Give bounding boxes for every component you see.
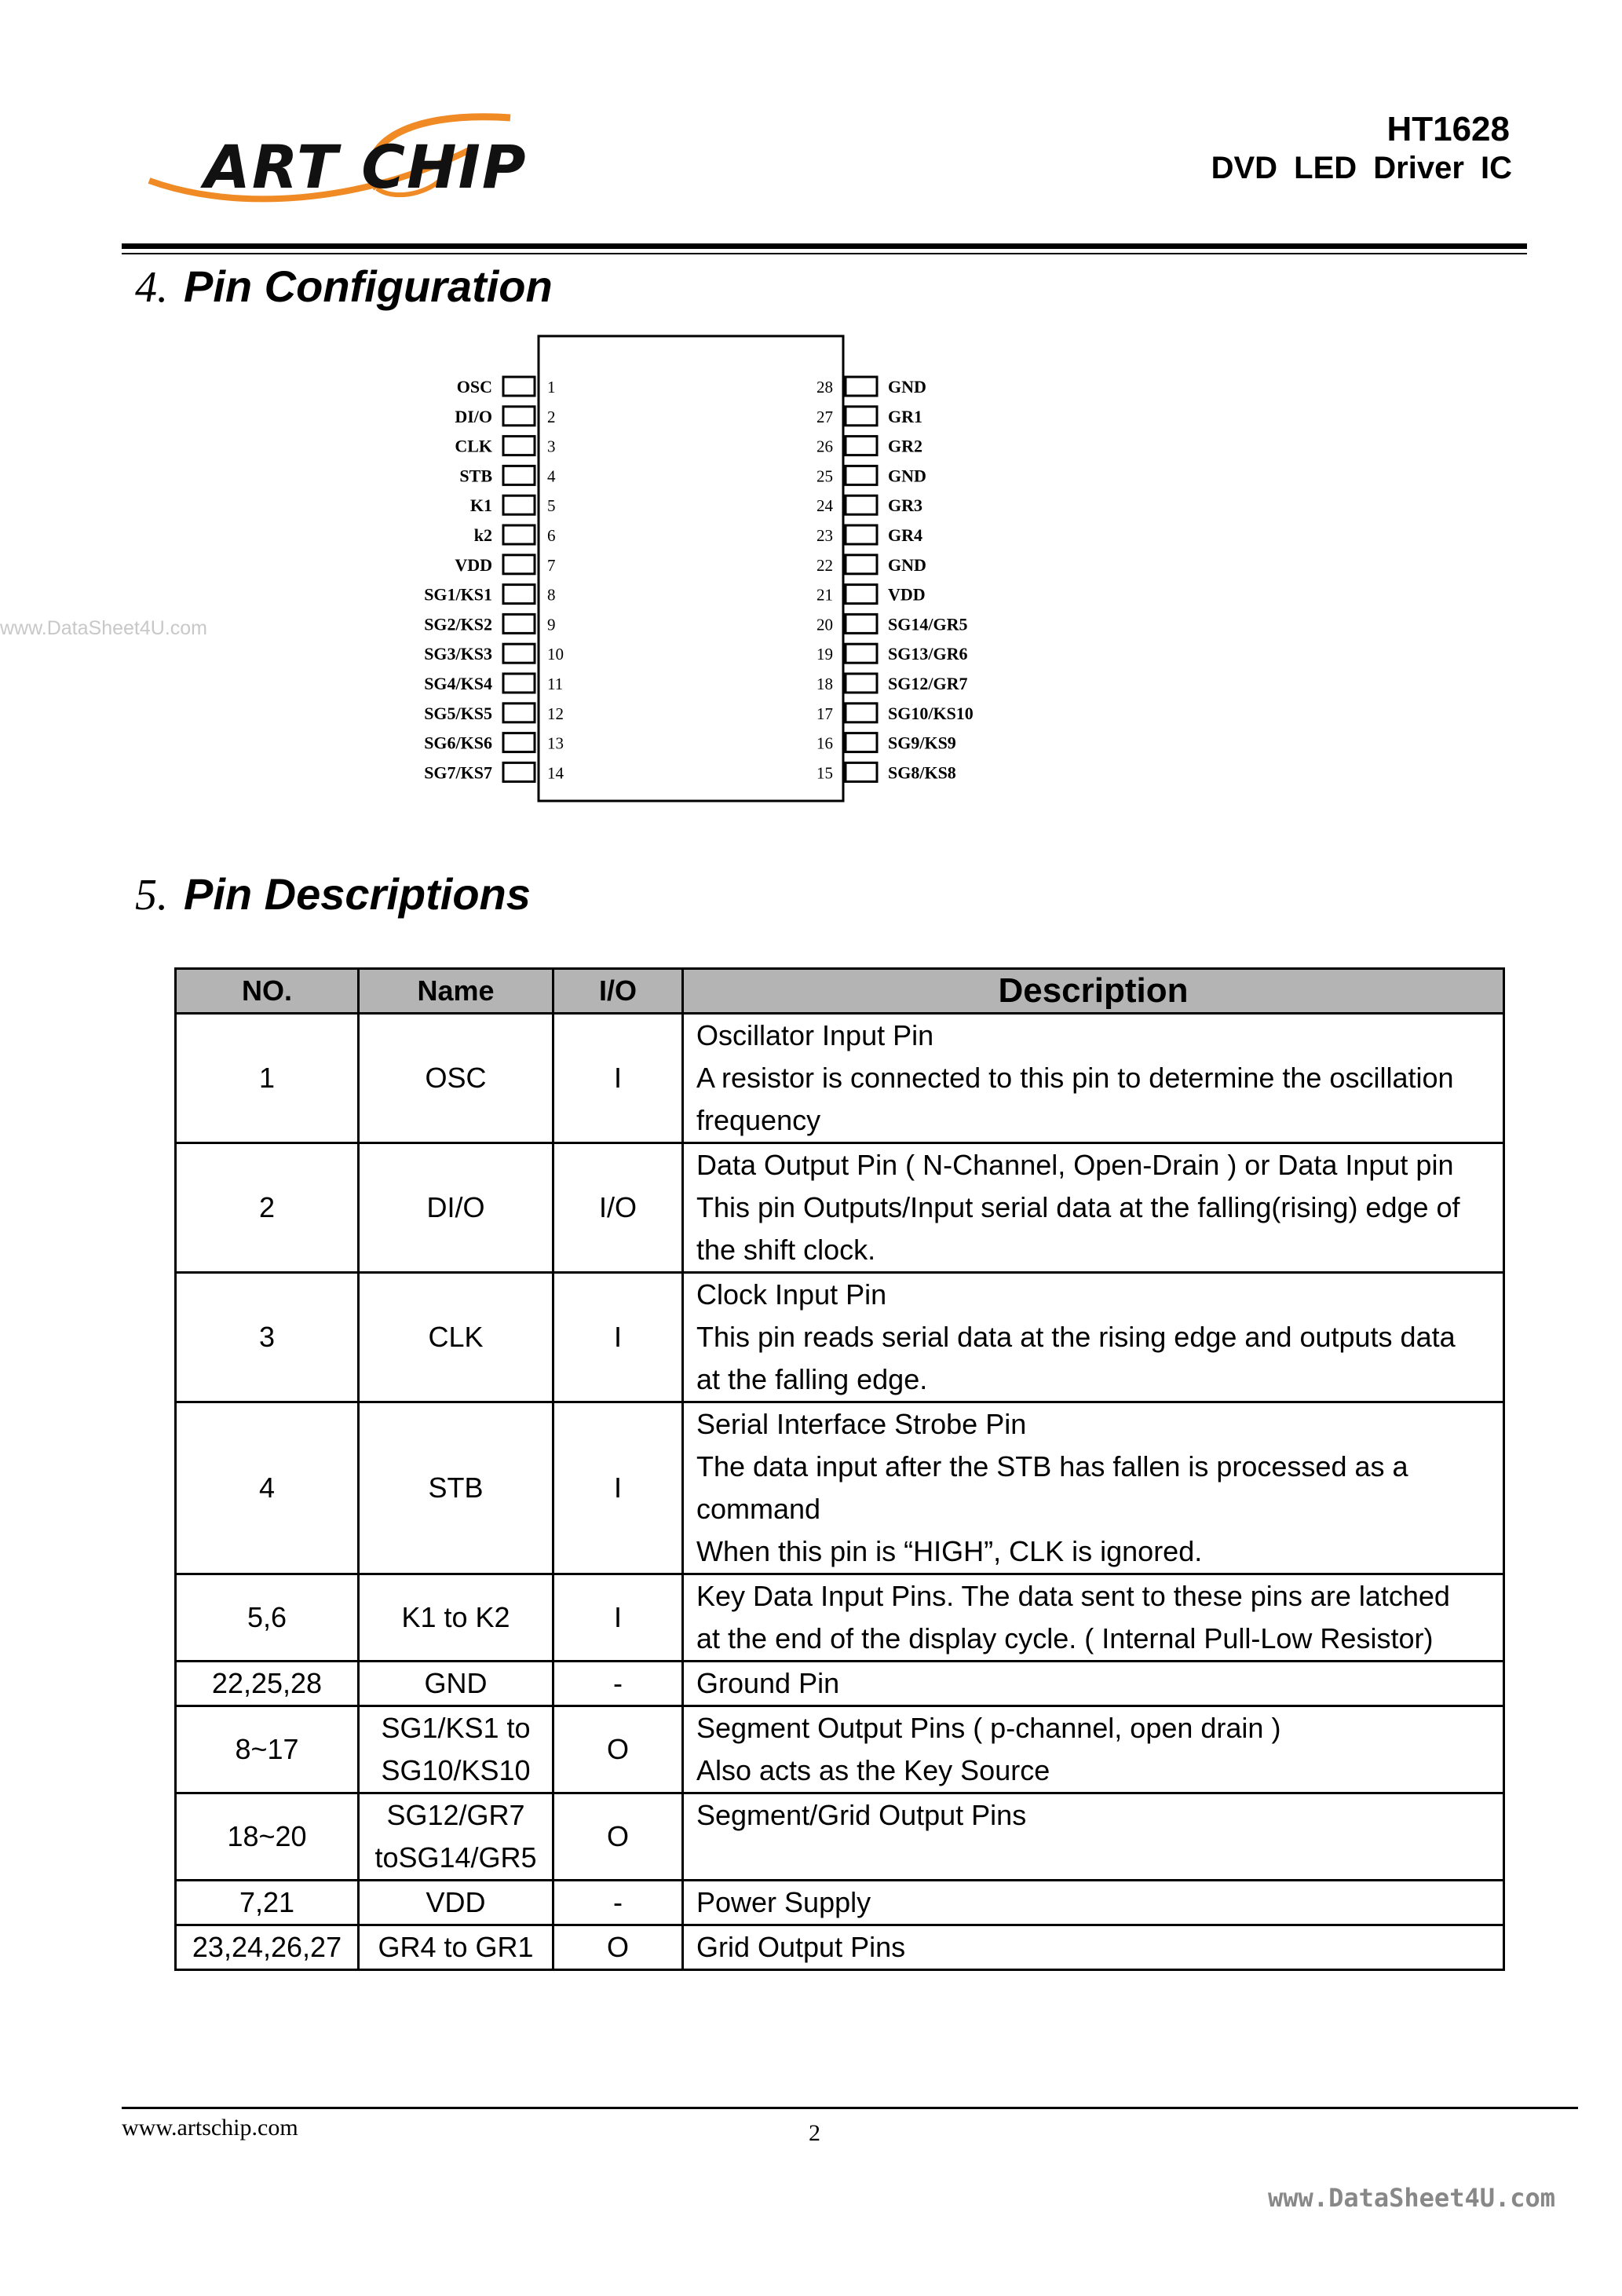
cell-description [683, 1574, 1504, 1662]
pin-box [846, 525, 877, 544]
cell-description [683, 1925, 1504, 1970]
table-row [176, 1662, 1504, 1706]
pin-name-label: GR3 [888, 495, 922, 516]
cell-io: - [553, 1881, 683, 1925]
pin-name-label: SG4/KS4 [424, 674, 492, 693]
pin-box [846, 644, 877, 663]
document-title: HT1628 [1386, 110, 1510, 148]
pin-box [503, 674, 535, 693]
cell-no: 1 [176, 1014, 359, 1143]
pin-number-label: 16 [816, 733, 833, 753]
pin-box [503, 466, 535, 484]
pin-name-label: SG8/KS8 [888, 762, 956, 783]
header-name: Name [359, 969, 553, 1014]
cell-description [683, 1273, 1504, 1402]
pin-box [503, 495, 535, 514]
pin-name-label: SG2/KS2 [424, 614, 492, 634]
cell-description [683, 1402, 1504, 1574]
pin-number-label: 17 [816, 704, 833, 723]
cell-name-line: DI/O [426, 1191, 485, 1223]
cell-name [359, 1402, 553, 1574]
pin-number-label: 14 [547, 763, 564, 783]
pin-name-label: GND [888, 466, 926, 486]
page-number: 2 [809, 2120, 820, 2146]
cell-io: - [553, 1662, 683, 1706]
pin-box [846, 466, 877, 484]
pin-number-label: 27 [816, 407, 833, 426]
cell-name-line: SG10/KS10 [381, 1754, 531, 1786]
cell-no: 2 [176, 1143, 359, 1273]
pin-number-label: 21 [816, 585, 833, 605]
pin-number-label: 23 [816, 526, 833, 545]
cell-no: 18~20 [176, 1793, 359, 1881]
pin-box [503, 614, 535, 633]
cell-description-line: Clock Input Pin [696, 1278, 887, 1311]
pin-number-label: 19 [816, 645, 833, 664]
cell-description-line: Segment Output Pins ( p-channel, open drain ) [696, 1712, 1281, 1744]
pin-number-label: 4 [547, 466, 556, 486]
cell-description-line: at the falling edge. [696, 1363, 928, 1395]
pin-number-label: 8 [547, 585, 556, 605]
footer-rule [122, 2107, 1578, 2109]
section-number: 4. [135, 263, 168, 312]
cell-no: 8~17 [176, 1706, 359, 1793]
cell-description-line: When this pin is “HIGH”, CLK is ignored. [696, 1535, 1203, 1567]
pin-number-label: 26 [816, 437, 833, 456]
pin-box [846, 674, 877, 693]
pin-number-label: 15 [816, 763, 833, 783]
pin-box [846, 495, 877, 514]
pin-box [503, 644, 535, 663]
cell-description-line: Key Data Input Pins. The data sent to these pins are latched [696, 1580, 1450, 1612]
cell-name [359, 1706, 553, 1793]
cell-name-line: VDD [426, 1886, 486, 1918]
table-header-row [176, 969, 1504, 1014]
cell-no: 3 [176, 1273, 359, 1402]
pin-name-label: SG3/KS3 [424, 644, 492, 664]
pin-name-label: SG6/KS6 [424, 733, 492, 753]
pin-name-label: SG10/KS10 [888, 703, 974, 723]
left-pin-group [424, 377, 564, 782]
cell-description-line: Also acts as the Key Source [696, 1754, 1050, 1786]
cell-name-line: K1 to K2 [401, 1601, 510, 1633]
table-row [176, 1574, 1504, 1662]
cell-io: I [553, 1273, 683, 1402]
pin-description-table [174, 967, 1505, 1971]
cell-description-line: at the end of the display cycle. ( Internal Pull-Low Resistor) [696, 1622, 1434, 1654]
cell-description-line: This pin reads serial data at the rising edge and outputs data [696, 1321, 1456, 1353]
cell-description-line: Segment/Grid Output Pins [696, 1799, 1027, 1831]
cell-io: I [553, 1574, 683, 1662]
table-row [176, 1273, 1504, 1402]
cell-io: O [553, 1793, 683, 1881]
pin-name-label: DI/O [455, 406, 492, 426]
pin-number-label: 5 [547, 496, 556, 516]
cell-description-line: Grid Output Pins [696, 1931, 906, 1963]
pin-name-label: SG12/GR7 [888, 674, 968, 693]
pin-name-label: K1 [469, 495, 492, 516]
cell-name-line: OSC [425, 1062, 487, 1094]
cell-name [359, 1143, 553, 1273]
pin-name-label: SG7/KS7 [424, 762, 492, 783]
pin-box [846, 733, 877, 752]
cell-no: 22,25,28 [176, 1662, 359, 1706]
pin-name-label: GND [888, 377, 926, 397]
cell-description-line: The data input after the STB has fallen is processed as a [696, 1450, 1408, 1483]
pin-box [846, 437, 877, 455]
pin-name-label: SG1/KS1 [424, 584, 492, 605]
cell-name-line: SG12/GR7 [386, 1799, 525, 1831]
pin-name-label: VDD [455, 554, 492, 575]
cell-io: O [553, 1925, 683, 1970]
pin-name-label: OSC [456, 377, 492, 397]
cell-no: 7,21 [176, 1881, 359, 1925]
pin-number-label: 6 [547, 526, 556, 545]
cell-io: I/O [553, 1143, 683, 1273]
cell-name [359, 1793, 553, 1881]
cell-description-line: Oscillator Input Pin [696, 1019, 934, 1051]
pin-box [503, 437, 535, 455]
watermark-bottom: www.DataSheet4U.com [1268, 2183, 1556, 2213]
pin-box [846, 555, 877, 574]
cell-name-line: SG1/KS1 to [381, 1712, 531, 1744]
cell-description-line: Serial Interface Strobe Pin [696, 1408, 1027, 1440]
right-pin-group [816, 377, 974, 782]
pin-number-label: 13 [547, 733, 564, 753]
pin-number-label: 3 [547, 437, 556, 456]
pin-box [846, 614, 877, 633]
table-row [176, 1014, 1504, 1143]
cell-io: I [553, 1402, 683, 1574]
section-heading: Pin Configuration [184, 261, 553, 311]
cell-name [359, 1925, 553, 1970]
pin-number-label: 18 [816, 675, 833, 693]
logo-text: ART CHIP [204, 132, 528, 202]
pin-box [503, 525, 535, 544]
pin-number-label: 1 [547, 378, 556, 397]
cell-description [683, 1014, 1504, 1143]
table-row [176, 1925, 1504, 1970]
pin-name-label: GR1 [888, 406, 922, 426]
cell-name [359, 1014, 553, 1143]
cell-name [359, 1662, 553, 1706]
header-no: NO. [176, 969, 359, 1014]
document-subtitle: DVD LED Driver IC [1211, 151, 1512, 185]
section-title-pin-descriptions [135, 868, 531, 920]
cell-description [683, 1143, 1504, 1273]
pin-box [846, 704, 877, 722]
pin-number-label: 10 [547, 645, 564, 664]
table-body [176, 1014, 1504, 1970]
watermark-left: www.DataSheet4U.com [0, 617, 208, 639]
cell-name [359, 1574, 553, 1662]
table-row [176, 1143, 1504, 1273]
table-row [176, 1793, 1504, 1881]
pin-box [503, 377, 535, 396]
pin-name-label: GR4 [888, 525, 922, 545]
footer-url: www.artschip.com [122, 2115, 298, 2141]
pin-name-label: GR2 [888, 436, 922, 456]
cell-description-line: This pin Outputs/Input serial data at the falling(rising) edge of [696, 1191, 1460, 1223]
cell-io: I [553, 1014, 683, 1143]
pin-box [503, 407, 535, 426]
pin-diagram [0, 0, 1622, 864]
pin-number-label: 11 [547, 675, 564, 693]
pin-number-label: 20 [816, 615, 833, 634]
cell-name [359, 1881, 553, 1925]
section-heading: Pin Descriptions [184, 869, 531, 919]
pin-number-label: 9 [547, 615, 556, 634]
cell-description [683, 1793, 1504, 1881]
table-row [176, 1402, 1504, 1574]
cell-description-line: A resistor is connected to this pin to determine the oscillation [696, 1062, 1454, 1094]
cell-description-line [696, 1837, 1490, 1879]
table-row [176, 1881, 1504, 1925]
section-number: 5. [135, 871, 168, 919]
pin-name-label: k2 [473, 525, 492, 545]
cell-no: 4 [176, 1402, 359, 1574]
cell-description-line: Data Output Pin ( N-Channel, Open-Drain ) or Data Input pin [696, 1149, 1454, 1181]
pin-name-label: VDD [888, 584, 926, 605]
cell-description-line: Power Supply [696, 1886, 871, 1918]
cell-description-line: command [696, 1493, 821, 1525]
pin-name-label: GND [888, 554, 926, 575]
cell-description [683, 1881, 1504, 1925]
header-io: I/O [553, 969, 683, 1014]
cell-name-line: GR4 to GR1 [378, 1931, 534, 1963]
pin-name-label: STB [459, 466, 492, 486]
pin-number-label: 28 [816, 378, 833, 397]
pin-box [503, 555, 535, 574]
cell-no: 23,24,26,27 [176, 1925, 359, 1970]
pin-number-label: 12 [547, 704, 564, 723]
pin-box [503, 762, 535, 781]
cell-description [683, 1706, 1504, 1793]
pin-box [846, 407, 877, 426]
pin-box [503, 733, 535, 752]
pin-number-label: 7 [547, 555, 556, 575]
pin-name-label: CLK [455, 436, 492, 456]
cell-description-line: Ground Pin [696, 1667, 840, 1699]
pin-name-label: SG5/KS5 [424, 703, 492, 723]
cell-name [359, 1273, 553, 1402]
cell-name-line: STB [428, 1472, 484, 1504]
ic-body [539, 336, 843, 801]
cell-description-line: the shift clock. [696, 1234, 876, 1266]
cell-name-line: toSG14/GR5 [374, 1841, 537, 1874]
pin-name-label: SG9/KS9 [888, 733, 956, 753]
pin-name-label: SG14/GR5 [888, 614, 968, 634]
cell-io: O [553, 1706, 683, 1793]
pin-number-label: 2 [547, 407, 556, 426]
pin-box [846, 585, 877, 604]
pin-box [503, 704, 535, 722]
pin-box [846, 377, 877, 396]
cell-name-line: CLK [428, 1321, 484, 1353]
pin-name-label: SG13/GR6 [888, 644, 968, 664]
pin-number-label: 25 [816, 466, 833, 486]
cell-description-line: frequency [696, 1104, 821, 1136]
cell-description [683, 1662, 1504, 1706]
table-row [176, 1706, 1504, 1793]
pin-box [846, 762, 877, 781]
cell-no: 5,6 [176, 1574, 359, 1662]
pin-box [503, 585, 535, 604]
pin-number-label: 24 [816, 496, 833, 516]
cell-name-line: GND [424, 1667, 488, 1699]
pin-number-label: 22 [816, 555, 833, 575]
header-description: Description [683, 969, 1504, 1014]
